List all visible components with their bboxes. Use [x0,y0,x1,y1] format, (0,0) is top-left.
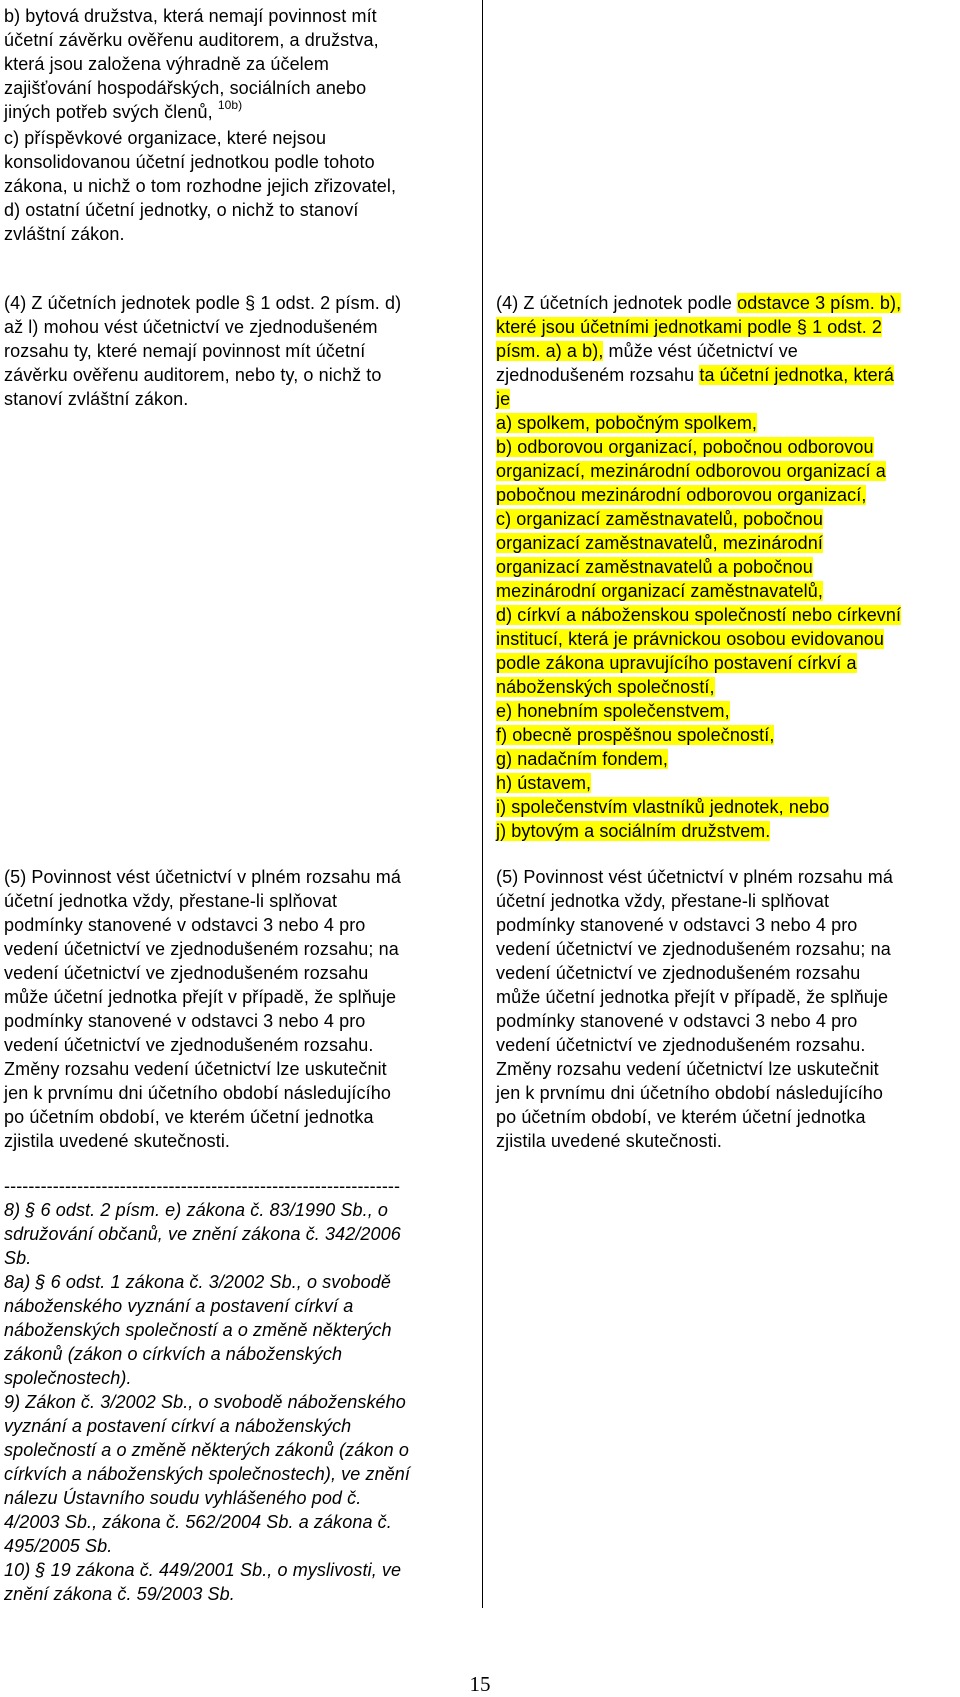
text-line [496,651,956,675]
footnote-line: zákonů (zákon o církvích a náboženských [4,1344,343,1364]
highlighted-text: organizací, mezinárodní odborovou organizací a [496,461,886,481]
text-line [496,627,956,651]
left-block-bcd [4,4,474,246]
text-line [496,603,956,627]
text-line: vedení účetnictví ve zjednodušeném rozsahu [4,963,369,983]
text-line [496,771,956,795]
left-paragraph-4 [4,291,474,411]
text-line [496,483,956,507]
text-line [496,747,956,771]
footnote-line: církvích a náboženských společnostech), ve znění [4,1464,411,1484]
right-paragraph-5 [496,865,956,1153]
text-line-part: jiných potřeb svých členů, [4,102,213,122]
text-line: závěrku ověřenu auditorem, nebo ty, o nichž to [4,365,382,385]
footnote-line: 8) § 6 odst. 2 písm. e) zákona č. 83/1990 Sb., o [4,1200,389,1220]
text-line: vedení účetnictví ve zjednodušeném rozsahu. [4,1035,374,1055]
right-paragraph-4 [496,291,956,843]
highlighted-text: mezinárodní organizací zaměstnavatelů, [496,581,823,601]
footnotes [4,1174,474,1606]
footnote-line: 495/2005 Sb. [4,1536,113,1556]
highlighted-text: institucí, která je právnickou osobou evidovanou [496,629,885,649]
text-line [496,723,956,747]
text-line: po účetním období, ve kterém účetní jednotka [4,1107,374,1127]
text-line: Změny rozsahu vedení účetnictví lze uskutečnit [496,1059,879,1079]
footnote-line: náboženského vyznání a postavení církví a [4,1296,354,1316]
text-line: zajišťování hospodářských, sociálních anebo [4,78,367,98]
highlighted-text: c) organizací zaměstnavatelů, pobočnou [496,509,823,529]
text-line: podmínky stanovené v odstavci 3 nebo 4 pro [4,915,366,935]
text-line: b) bytová družstva, která nemají povinnost mít [4,6,377,26]
text-line: vedení účetnictví ve zjednodušeném rozsahu. [496,1035,866,1055]
footnote-reference: 10b) [217,98,243,112]
highlighted-text: g) nadačním fondem, [496,749,668,769]
text-line: rozsahu ty, které nemají povinnost mít účetní [4,341,366,361]
footnote-line: nálezu Ústavního soudu vyhlášeného pod č. [4,1488,362,1508]
highlighted-text: podle zákona upravujícího postavení církví a [496,653,857,673]
text-line: zjistila uvedené skutečnosti. [4,1131,231,1151]
text-line: jen k prvnímu dni účetního období následujícího [4,1083,391,1103]
text-line [496,819,956,843]
footnote-line: vyznání a postavení církví a náboženských [4,1416,352,1436]
text-line [496,339,956,363]
text-line [496,675,956,699]
left-paragraph-5 [4,865,474,1153]
text-line: c) příspěvkové organizace, které nejsou [4,128,327,148]
text-line: vedení účetnictví ve zjednodušeném rozsahu; na [4,939,399,959]
highlighted-text: f) obecně prospěšnou společností, [496,725,775,745]
text-line: účetní jednotka vždy, přestane-li splňovat [4,891,338,911]
highlighted-text: náboženských společností, [496,677,715,697]
text-line: jen k prvnímu dni účetního období následujícího [496,1083,883,1103]
text-line [496,387,956,411]
text-line [496,555,956,579]
text-line: zvláštní zákon. [4,224,125,244]
highlighted-text: e) honebním společenstvem, [496,701,730,721]
text-line: d) ostatní účetní jednotky, o nichž to stanoví [4,200,359,220]
highlighted-text: i) společenstvím vlastníků jednotek, nebo [496,797,830,817]
highlighted-text: organizací zaměstnavatelů a pobočnou [496,557,813,577]
highlighted-text: a) spolkem, pobočným spolkem, [496,413,758,433]
highlighted-text: ta účetní jednotka, která [699,365,894,385]
highlighted-text: h) ústavem, [496,773,592,793]
footnote-line: společností a o změně některých zákonů (zákon o [4,1440,409,1460]
text-line [496,699,956,723]
text-line [4,100,474,126]
text-line: zjistila uvedené skutečnosti. [496,1131,723,1151]
text-line: která jsou založena výhradně za účelem [4,54,329,74]
page-number: 15 [469,1672,491,1696]
text-line [496,459,956,483]
footnote-line: 10) § 19 zákona č. 449/2001 Sb., o myslivosti, ve [4,1560,402,1580]
text-line-part: (4) Z účetních jednotek podle [496,293,738,313]
text-line: účetní jednotka vždy, přestane-li splňovat [496,891,830,911]
footnote-line: 8a) § 6 odst. 1 zákona č. 3/2002 Sb., o svobodě [4,1272,391,1292]
text-line: podmínky stanovené v odstavci 3 nebo 4 pro [496,915,858,935]
text-line [496,795,956,819]
text-line: stanoví zvláštní zákon. [4,389,189,409]
text-line: vedení účetnictví ve zjednodušeném rozsahu [496,963,861,983]
footnote-line: 4/2003 Sb., zákona č. 562/2004 Sb. a zákona č. [4,1512,392,1532]
highlighted-text: odstavce 3 písm. b), [737,293,902,313]
text-line: až l) mohou vést účetnictví ve zjednodušeném [4,317,378,337]
text-line-part: zjednodušeném rozsahu [496,365,700,385]
highlighted-text: d) církví a náboženskou společností nebo církevní [496,605,902,625]
text-line: může účetní jednotka přejít v případě, že splňuje [4,987,397,1007]
text-line [496,363,956,387]
text-line: zákona, u nichž o tom rozhodne jejich zřizovatel, [4,176,397,196]
text-line [496,291,956,315]
highlighted-text: písm. a) a b), [496,341,604,361]
highlighted-text: b) odborovou organizací, pobočnou odborovou [496,437,874,457]
column-divider [482,0,483,1608]
highlighted-text: které jsou účetními jednotkami podle § 1 odst. 2 [496,317,883,337]
text-line: účetní závěrku ověřenu auditorem, a družstva, [4,30,379,50]
text-line [496,579,956,603]
text-line: vedení účetnictví ve zjednodušeném rozsahu; na [496,939,891,959]
text-line [496,507,956,531]
text-line: (4) Z účetních jednotek podle § 1 odst. 2 písm. d) [4,293,402,313]
text-line-part: může vést účetnictví ve [603,341,798,361]
text-line [496,531,956,555]
footnote-line: Sb. [4,1248,32,1268]
footnote-line: znění zákona č. 59/2003 Sb. [4,1584,235,1604]
text-line: (5) Povinnost vést účetnictví v plném rozsahu má [4,867,401,887]
text-line: Změny rozsahu vedení účetnictví lze uskutečnit [4,1059,387,1079]
footnote-line: 9) Zákon č. 3/2002 Sb., o svobodě náboženského [4,1392,406,1412]
text-line: může účetní jednotka přejít v případě, že splňuje [496,987,889,1007]
footnote-separator: ----------------------------------------------------------------- [4,1176,401,1196]
text-line: podmínky stanovené v odstavci 3 nebo 4 pro [496,1011,858,1031]
footnote-line: náboženských společností a o změně některých [4,1320,392,1340]
highlighted-text: pobočnou mezinárodní odborovou organizací, [496,485,867,505]
text-line: podmínky stanovené v odstavci 3 nebo 4 pro [4,1011,366,1031]
text-line [496,411,956,435]
text-line: (5) Povinnost vést účetnictví v plném rozsahu má [496,867,893,887]
text-line: konsolidovanou účetní jednotkou podle tohoto [4,152,375,172]
highlighted-text: j) bytovým a sociálním družstvem. [496,821,771,841]
text-line: po účetním období, ve kterém účetní jednotka [496,1107,866,1127]
text-line [496,315,956,339]
footnote-line: sdružování občanů, ve znění zákona č. 342/2006 [4,1224,401,1244]
text-line [496,435,956,459]
highlighted-text: je [496,389,511,409]
highlighted-text: organizací zaměstnavatelů, mezinárodní [496,533,823,553]
footnote-line: společnostech). [4,1368,132,1388]
